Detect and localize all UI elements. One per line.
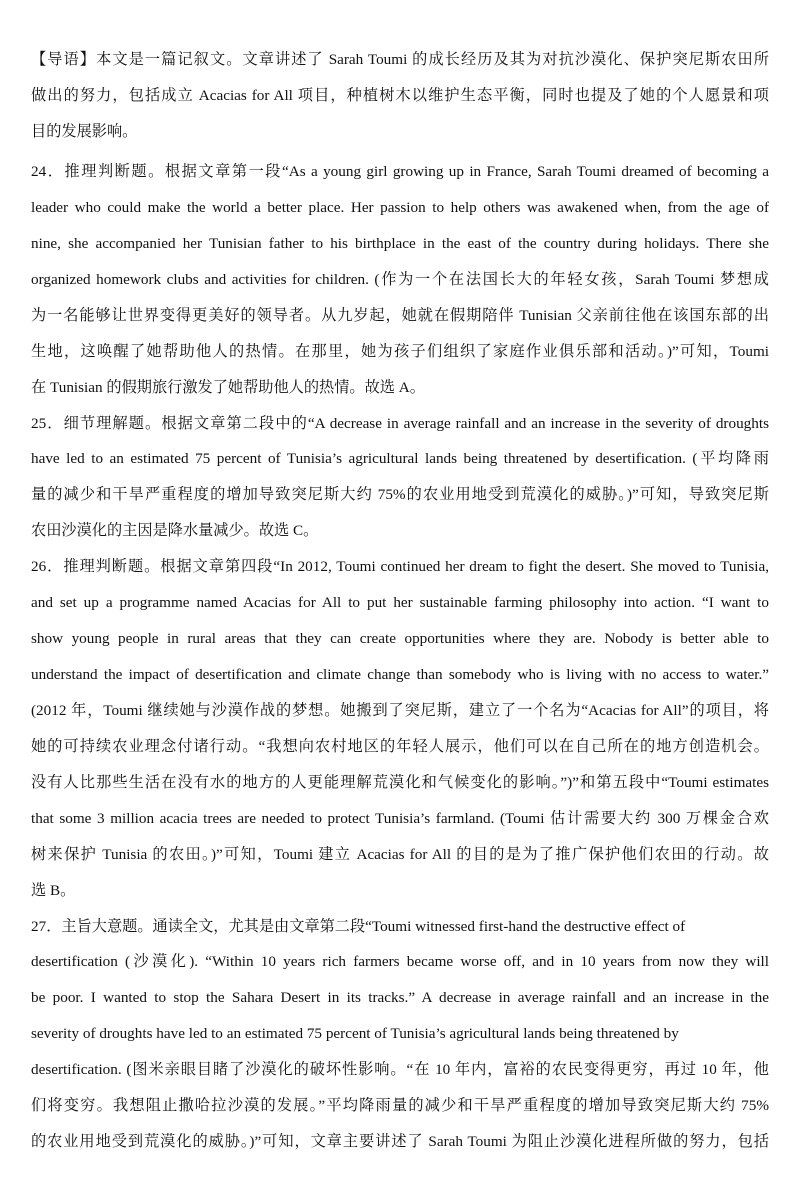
text-line: 农田沙漠化的主因是降水量减少。故选 C。: [31, 522, 319, 540]
text-line: 树来保护 Tunisia 的农田。)”可知，Toumi 建立 Acacias for All 的目的是为了推广保护他们农田的行动。故: [31, 845, 769, 863]
text-line: 为一名能够让世界变得更美好的领导者。从九岁起，她就在假期陪伴 Tunisian 父亲前往他在该国东部的出: [31, 306, 769, 324]
text-line: be poor. I wanted to stop the Sahara Desert in its tracks.” A decrease in average rainfall and an increase in the: [31, 989, 769, 1007]
text-line: severity of droughts have led to an estimated 75 percent of Tunisia’s agricultural lands being threatened by: [31, 1025, 679, 1043]
text-line: 她的可持续农业理念付诸行动。“我想向农村地区的年轻人展示，他们可以在自己所在的地方创造机会。: [31, 737, 769, 755]
text-line: 【导语】本文是一篇记叙文。文章讲述了 Sarah Toumi 的成长经历及其为对抗沙漠化、保护突尼斯农田所: [31, 51, 769, 68]
text-line: 25．细节理解题。根据文章第二段中的“A decrease in average rainfall and an increase in the severity of droughts: [31, 414, 769, 432]
text-line: 选 B。: [31, 881, 76, 899]
text-line: and set up a programme named Acacias for All to put her sustainable farming philosophy into action. “I want to: [31, 594, 769, 612]
text-line: 26．推理判断题。根据文章第四段“In 2012, Toumi continued her dream to fight the desert. She moved to Tunisia,: [31, 558, 769, 576]
text-line: 做出的努力，包括成立 Acacias for All 项目，种植树木以维护生态平衡，同时也提及了她的个人愿景和项: [31, 87, 769, 104]
text-line: understand the impact of desertification and climate change than somebody who is living with no access to water.”: [31, 666, 769, 684]
text-line: 生地，这唤醒了她帮助他人的热情。在那里，她为孩子们组织了家庭作业俱乐部和活动。)”可知，Toumi: [31, 342, 769, 360]
text-line: 量的减少和干旱严重程度的增加导致突尼斯大约 75%的农业用地受到荒漠化的威胁。)”可知，导致突尼斯: [31, 486, 769, 504]
text-line: 在 Tunisian 的假期旅行激发了她帮助他人的热情。故选 A。: [31, 378, 425, 396]
text-line: (2012 年，Toumi 继续她与沙漠作战的梦想。她搬到了突尼斯，建立了一个名为“Acacias for All”的项目，将: [31, 701, 769, 719]
text-line: have led to an estimated 75 percent of Tunisia’s agricultural lands being threatened by desertification. (平均降雨: [31, 450, 769, 468]
text-line: 没有人比那些生活在没有水的地方的人更能理解荒漠化和气候变化的影响。”)”和第五段中“Toumi estimates: [31, 773, 769, 791]
text-line: desertification (沙漠化). “Within 10 years rich farmers became worse off, and in 10 years from now they will: [31, 953, 769, 971]
text-line: desertification. (图米亲眼目睹了沙漠化的破坏性影响。“在 10 年内，富裕的农民变得更穷，再过 10 年，他: [31, 1061, 769, 1079]
text-line: that some 3 million acacia trees are needed to protect Tunisia’s farmland. (Toumi 估计需要大约 300 万棵金合欢: [31, 809, 769, 827]
text-line: 目的发展影响。: [31, 123, 138, 140]
text-line: organized homework clubs and activities for children. (作为一个在法国长大的年轻女孩，Sarah Toumi 梦想成: [31, 270, 769, 288]
text-line: 24．推理判断题。根据文章第一段“As a young girl growing up in France, Sarah Toumi dreamed of becoming a: [31, 163, 769, 180]
text-line: 27．主旨大意题。通读全文，尤其是由文章第二段“Toumi witnessed first-hand the destructive effect of: [31, 917, 686, 935]
text-line: leader who could make the world a better place. Her passion to help others was awakened when, from the age of: [31, 198, 769, 216]
text-line: 的农业用地受到荒漠化的威胁。)”可知，文章主要讲述了 Sarah Toumi 为阻止沙漠化进程所做的努力，包括: [31, 1133, 769, 1151]
text-line: 们将变穷。我想阻止撒哈拉沙漠的发展。”平均降雨量的减少和干旱严重程度的增加导致突尼斯大约 75%: [31, 1097, 769, 1115]
text-line: show young people in rural areas that they can create opportunities where they are. Nobody is better able to: [31, 630, 769, 648]
text-line: nine, she accompanied her Tunisian father to his birthplace in the east of the country during holidays. There she: [31, 234, 769, 252]
